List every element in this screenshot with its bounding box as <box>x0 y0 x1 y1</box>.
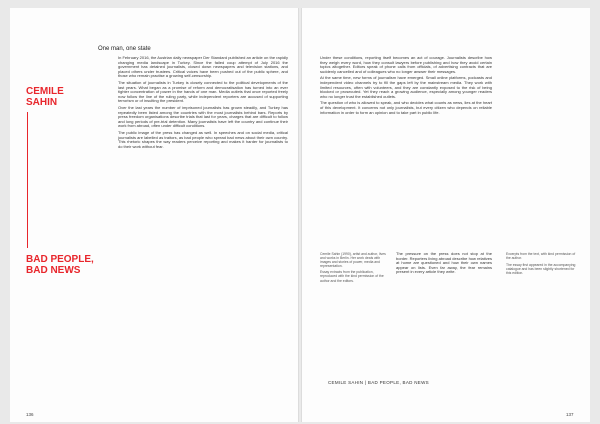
red-vertical-rule <box>27 112 28 248</box>
caption-paragraph: Essay extracts from the publication, reproduced with the kind permission of the author and the editors. <box>320 270 384 283</box>
paragraph: The question of who is allowed to speak, and who decides what counts as news, lies at the heart of this development. It concerns not only journalists, but every citizen who depends on reliable information in order to form an opinion and to take part in public life. <box>320 100 492 115</box>
paragraph: The situation of journalists in Turkey is closely connected to the political developments of the last years. What began as a promise of reform and democratisation has turned into an ever tighter concentration of power in the hands of one man. Media outlets that once reported freely now follow the line of the ruling party, while independent reporters are accused of supporting terrorism or of insulting the president. <box>118 79 288 104</box>
author-line: SAHIN <box>26 97 58 108</box>
essay-title <box>26 254 94 276</box>
wrapped-body-text: The pressure on the press does not stop at the border. Reporters living abroad describe how relatives at home are questioned and how their own names appear on lists. Even far away, the fear remains present in every article they write. <box>396 252 492 275</box>
left-page <box>10 8 298 422</box>
author-caption <box>320 252 388 285</box>
side-note <box>506 252 576 278</box>
paragraph: The public image of the press has changed as well. In speeches and on social media, critical journalists are labelled as traitors, as bad people who spread bad news about their own country. This rhetoric shapes the way readers perceive reporting and makes it harder for journalists to do their work without fear. <box>118 129 288 149</box>
paragraph: In February 2016, the Austrian daily newspaper Der Standard published an article on the rapidly changing media landscape in Turkey. Since the failed coup attempt of July 2016 the government has detained journalists, closed down newspapers and television stations, and placed others under trustees. Critical voices have been pushed out of the public sphere, and those who remain practise a growing self-censorship. <box>118 56 288 79</box>
right-body-text <box>320 56 492 246</box>
caption-paragraph: Cemile Sahin (1990), artist and author, lives and works in Berlin. Her work deals with images and stories of power, media and representation. <box>320 252 386 269</box>
page-number-left: 136 <box>26 412 34 417</box>
author-name <box>26 86 64 108</box>
footer-running-head: CEMILE SAHIN | BAD PEOPLE, BAD NEWS <box>328 380 429 385</box>
paragraph: Over the last years the number of imprisoned journalists has grown steadily, and Turkey has repeatedly been listed among the countries with the most journalists behind bars. Reports by press freedom organisations describe trials that last for years, charges that are difficult to follow and long periods of pre-trial detention. Many journalists have left the country and continue their work from abroad, often under difficult conditions. <box>118 104 288 129</box>
author-line: CEMILE <box>26 86 64 97</box>
side-note-paragraph: Excerpts from the text, with kind permission of the author. <box>506 252 576 261</box>
page-number-right: 137 <box>566 412 574 417</box>
running-head: One man, one state <box>98 46 151 52</box>
paragraph: At the same time, new forms of journalism have emerged. Small online platforms, podcasts and independent video channels try to fill the gaps left by the mainstream media. They work with limited resources, often with volunteers, and they are constantly exposed to the risk of being blocked or prosecuted. Yet they reach a growing audience, especially among younger readers who no longer trust the established outlets. <box>320 75 492 99</box>
side-note-paragraph: The essay first appeared in the accompanying catalogue and has been slightly shortened for this edition. <box>506 263 576 276</box>
title-line: BAD PEOPLE, <box>26 254 94 265</box>
title-line: BAD NEWS <box>26 265 81 276</box>
left-body-text <box>118 56 288 321</box>
paragraph: Under these conditions, reporting itself becomes an act of courage. Journalists describe how they weigh every word, how they consult lawyers before publishing and how they avoid certain topics altogether. Editors speak of phone calls from officials, of advertising contracts that are suddenly cancelled and of colleagues who no longer answer their messages. <box>320 56 492 74</box>
right-page <box>302 8 590 422</box>
